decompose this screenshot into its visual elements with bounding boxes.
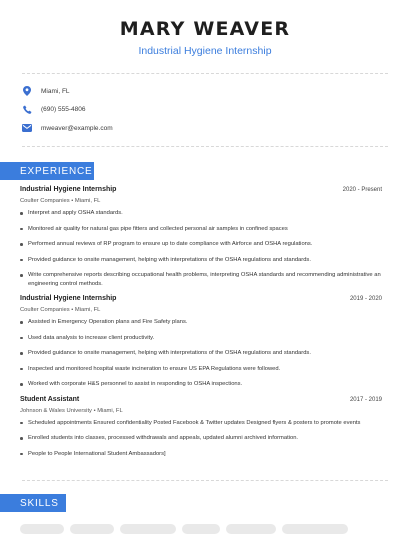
- entry-company: Johnson & Wales University: [20, 407, 92, 414]
- experience-section-heading: EXPERIENCE: [0, 162, 94, 180]
- bullet-item: Used data analysis to increase client productivity.: [20, 334, 382, 343]
- skills-section-heading: SKILLS: [0, 494, 66, 512]
- bullet-item: Inspected and monitored hospital waste incineration to ensure US EPA Regulations were followed.: [20, 365, 382, 374]
- entry-location: Miami, FL: [74, 307, 101, 313]
- skills-list: [20, 524, 348, 534]
- contact-phone: (690) 555-4806: [41, 106, 86, 113]
- entry-dates: 2019 - 2020: [349, 296, 382, 302]
- bullet-item: Provided guidance to onsite management, helping with interpretations of the OSHA regulations and standards.: [20, 256, 382, 265]
- entry-header: [20, 295, 382, 306]
- entry-job-title: Industrial Hygiene Internship: [20, 295, 117, 302]
- experience-entry: [20, 295, 382, 389]
- bullet-item: Assisted in Emergency Operation plans and Fire Safety plans.: [20, 318, 382, 327]
- candidate-name: MARY WEAVER: [119, 18, 291, 40]
- skill-pill: [120, 524, 176, 534]
- entry-company: Coulter Companies: [20, 198, 70, 204]
- entry-location: Miami, FL: [97, 407, 123, 414]
- entry-company-line: Johnson & Wales University • Miami, FL: [20, 407, 123, 414]
- resume-header: [0, 0, 410, 58]
- entry-bullets: [20, 209, 382, 288]
- entry-dates: 2020 - Present: [342, 187, 382, 193]
- bullet-item: People to People International Student Ambassadors]: [20, 450, 382, 459]
- phone-icon: [22, 105, 32, 115]
- skill-pill: [282, 524, 348, 534]
- entry-bullets: [20, 419, 382, 459]
- entry-dates: 2017 - 2019: [349, 396, 382, 403]
- contact-email-row: [22, 119, 388, 137]
- entry-company: Coulter Companies: [20, 307, 70, 313]
- experience-divider: [22, 480, 388, 481]
- bullet-item: Provided guidance to onsite management, helping with interpretations of the OSHA regulations and standards.: [20, 349, 382, 358]
- candidate-title: Industrial Hygiene Internship: [138, 45, 272, 57]
- experience-list: [20, 186, 382, 465]
- contact-info: [22, 82, 388, 138]
- experience-entry: [20, 186, 382, 288]
- contact-phone-row: [22, 101, 388, 119]
- entry-location: Miami, FL: [74, 198, 101, 204]
- skill-pill: [20, 524, 64, 534]
- experience-entry: [20, 396, 382, 459]
- contact-divider: [22, 146, 388, 147]
- bullet-item: Interpret and apply OSHA standards.: [20, 209, 382, 218]
- entry-header: [20, 396, 382, 407]
- contact-location: Miami, FL: [41, 87, 70, 95]
- contact-location-row: [22, 82, 388, 100]
- bullet-item: Enrolled students into classes, processed withdrawals and appeals, updated alumni archived information.: [20, 434, 382, 443]
- bullet-item: Worked with corporate H&S personnel to assist in responding to OSHA inspections.: [20, 380, 382, 389]
- bullet-item: Scheduled appointments Ensured confidentiality Posted Facebook & Twitter updates Designed flyers & posters to promote events: [20, 419, 382, 428]
- entry-job-title: Industrial Hygiene Internship: [20, 186, 117, 193]
- skill-pill: [182, 524, 220, 534]
- entry-header: [20, 186, 382, 197]
- location-pin-icon: [22, 86, 32, 96]
- entry-company-line: Coulter Companies • Miami, FL: [20, 198, 101, 204]
- contact-email: mweaver@example.com: [41, 124, 113, 132]
- skill-pill: [70, 524, 114, 534]
- entry-bullets: [20, 318, 382, 389]
- header-divider: [22, 73, 388, 74]
- skill-pill: [226, 524, 276, 534]
- bullet-item: Write comprehensive reports describing occupational health problems, interpreting OSHA standards and recommending administrative an engineering control methods.: [20, 271, 382, 288]
- entry-company-line: Coulter Companies • Miami, FL: [20, 307, 101, 313]
- entry-job-title: Student Assistant: [20, 395, 80, 403]
- envelope-icon: [22, 123, 32, 133]
- bullet-item: Monitored air quality for natural gas pipe fitters and collected personal air samples in confined spaces: [20, 225, 382, 234]
- bullet-item: Performed annual reviews of RP program to ensure up to date compliance with Airforce and OSHA regulations.: [20, 240, 382, 249]
